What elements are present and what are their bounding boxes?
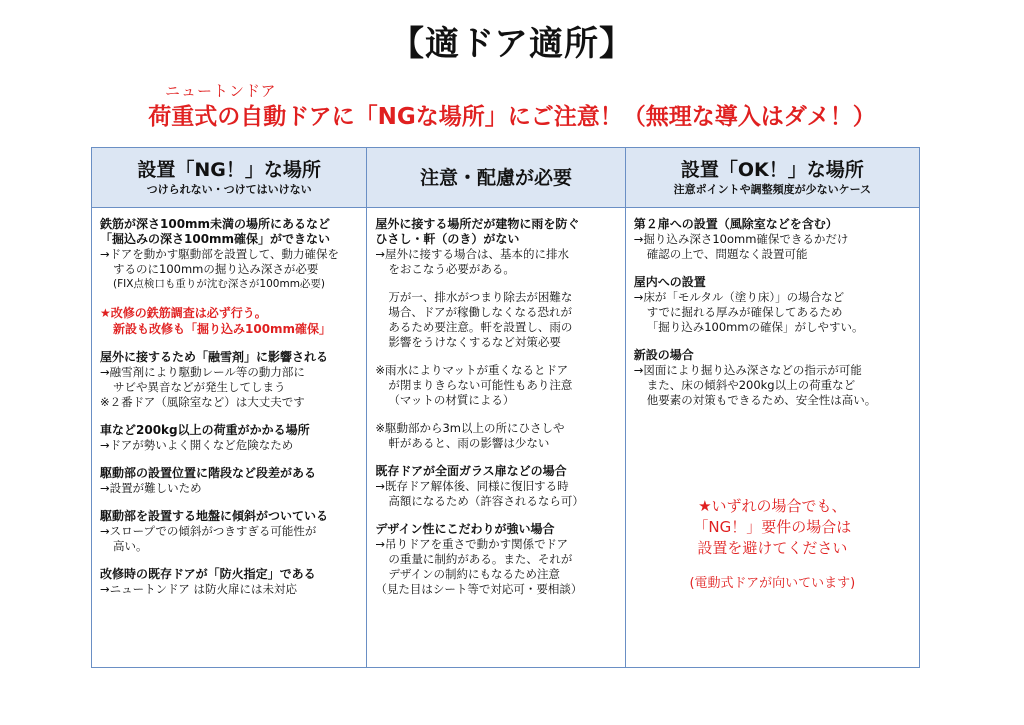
list-item bbox=[634, 348, 913, 408]
page-title: 【適ドア適所】 bbox=[390, 24, 634, 64]
note-line: 設置を避けてください bbox=[697, 539, 848, 557]
item-text: 軒があると、雨の影響は少ない bbox=[388, 436, 550, 450]
column-body bbox=[626, 208, 919, 408]
note-small: (電動式ドアが向いています) bbox=[689, 576, 856, 591]
column-subheading: つけられない・つけてはいけない bbox=[146, 182, 312, 196]
item-heading: 新設の場合 bbox=[633, 348, 694, 362]
item-text: →床が「モルタル（塗り床）」の場合など bbox=[633, 290, 845, 304]
column-header-ng bbox=[92, 148, 366, 208]
item-heading: ひさし・軒（のき）がない bbox=[375, 232, 520, 246]
list-item bbox=[100, 567, 360, 597]
column-body bbox=[92, 208, 366, 597]
item-text: →既存ドア解体後、同様に復旧する時 bbox=[375, 479, 569, 493]
item-text: →ドアが勢いよく開くなど危険なため bbox=[100, 438, 294, 452]
item-text: 場合、ドアが稼働しなくなる恐れが bbox=[388, 305, 572, 319]
item-text: （見た目はシート等で対応可・要相談） bbox=[375, 582, 583, 596]
item-text: 「掘り込み100mmの確保」がしやすい。 bbox=[646, 320, 864, 334]
item-text: ※雨水によりマットが重くなるとドア bbox=[375, 363, 569, 377]
list-item bbox=[100, 217, 360, 337]
note-line: 「NG！」要件の場合は bbox=[693, 518, 852, 536]
list-item bbox=[100, 423, 360, 453]
item-text: →ニュートンドア は防火扉には未対応 bbox=[100, 582, 297, 596]
list-item bbox=[634, 275, 913, 335]
item-heading: 駆動部の設置位置に階段など段差がある bbox=[100, 466, 317, 480]
item-heading: 鉄筋が深さ100mm未満の場所にあるなど bbox=[100, 217, 331, 231]
item-heading: デザイン性にこだわりが強い場合 bbox=[375, 522, 555, 536]
column-subheading: 注意ポイントや調整頻度が少ないケース bbox=[673, 182, 872, 196]
item-heading: 屋外に接する場所だが建物に雨を防ぐ bbox=[375, 217, 580, 231]
list-item bbox=[634, 217, 913, 262]
item-heading: 屋内への設置 bbox=[633, 275, 706, 289]
list-item bbox=[100, 466, 360, 496]
item-text: が閉まりきらない可能性もあり注意 bbox=[388, 378, 573, 392]
item-text: 他要素の対策もできるため、安全性は高い。 bbox=[646, 393, 877, 407]
item-text: 確認の上で、問題なく設置可能 bbox=[646, 247, 808, 261]
column-caution bbox=[366, 148, 624, 667]
item-heading: 第２扉への設置（風除室などを含む） bbox=[633, 217, 838, 231]
warning-text: ★改修の鉄筋調査は必ず行う。 bbox=[100, 306, 267, 320]
item-heading: 屋外に接するため「融雪剤」に影響される bbox=[100, 350, 329, 364]
column-header-caution bbox=[367, 148, 624, 208]
item-text: ※２番ドア（風除室など）は大丈夫です bbox=[100, 395, 305, 409]
item-heading: 改修時の既存ドアが「防火指定」である bbox=[100, 567, 316, 581]
item-text: 高い。 bbox=[113, 539, 148, 553]
item-text: →設置が難しいため bbox=[100, 481, 202, 495]
summary-note bbox=[626, 496, 919, 593]
item-text: →図面により掘り込み深さなどの指示が可能 bbox=[633, 363, 862, 377]
item-text: するのに100mmの掘り込み深さが必要 bbox=[113, 262, 319, 276]
item-text: 影響をうけなくするなど対策必要 bbox=[388, 335, 561, 349]
item-text: →融雪剤により駆動レール等の動力部に bbox=[100, 365, 305, 379]
item-text: ※駆動部から3m以上の所にひさしや bbox=[375, 421, 565, 435]
item-text: 万が一、排水がつまり除去が困難な bbox=[388, 290, 573, 304]
warning-text: 新設も改修も「掘り込み100mm確保」 bbox=[113, 322, 332, 336]
column-heading: 注意・配慮が必要 bbox=[420, 166, 573, 189]
item-heading: 「掘込みの深さ100mm確保」ができない bbox=[100, 232, 331, 246]
comparison-table bbox=[91, 147, 920, 668]
item-text: サビや異音などが発生してしまう bbox=[113, 380, 286, 394]
note-line: ★いずれの場合でも、 bbox=[698, 497, 847, 515]
list-item bbox=[100, 509, 360, 554]
item-heading: 既存ドアが全面ガラス扉などの場合 bbox=[375, 464, 567, 478]
column-heading: 設置「NG！」な場所 bbox=[137, 158, 321, 181]
column-ok bbox=[625, 148, 919, 667]
item-text: →スロープでの傾斜がつきすぎる可能性が bbox=[100, 524, 317, 538]
item-heading: 駆動部を設置する地盤に傾斜がついている bbox=[100, 509, 329, 523]
list-item bbox=[100, 350, 360, 410]
list-item bbox=[375, 217, 618, 451]
column-header-ok bbox=[626, 148, 919, 208]
column-ng bbox=[92, 148, 366, 667]
item-text: の重量に制約がある。また、それが bbox=[388, 552, 573, 566]
item-text: 高額になるため（許容されるなら可） bbox=[388, 494, 584, 508]
page-subtitle: 荷重式の自動ドアに「NGな場所」にご注意！（無理な導入はダメ！） bbox=[148, 104, 876, 130]
item-text: →ドアを動かす駆動部を設置して、動力確保を bbox=[100, 247, 340, 261]
item-text: すでに掘れる厚みが確保してあるため bbox=[646, 305, 843, 319]
item-text: デザインの制約にもなるため注意 bbox=[388, 567, 561, 581]
ruby-annotation: ニュートンドア bbox=[165, 82, 277, 100]
list-item bbox=[375, 522, 618, 597]
item-text: →掘り込み深さ10omm確保できるかだけ bbox=[633, 232, 849, 246]
item-text: (FIX点検口も重りが沈む深さが100mm必要) bbox=[113, 278, 326, 290]
list-item bbox=[375, 464, 618, 509]
item-heading: 車など200kg以上の荷重がかかる場所 bbox=[100, 423, 310, 437]
item-text: （マットの材質による） bbox=[388, 393, 515, 407]
item-text: →吊りドアを重さで動かす関係でドア bbox=[375, 537, 569, 551]
column-body bbox=[367, 208, 624, 597]
item-text: あるため要注意。軒を設置し、雨の bbox=[388, 320, 573, 334]
item-text: →屋外に接する場合は、基本的に排水 bbox=[375, 247, 569, 261]
item-text: また、床の傾斜や200kg以上の荷重など bbox=[646, 378, 856, 392]
column-heading: 設置「OK！」な場所 bbox=[680, 158, 864, 181]
item-text: をおこなう必要がある。 bbox=[388, 262, 515, 276]
